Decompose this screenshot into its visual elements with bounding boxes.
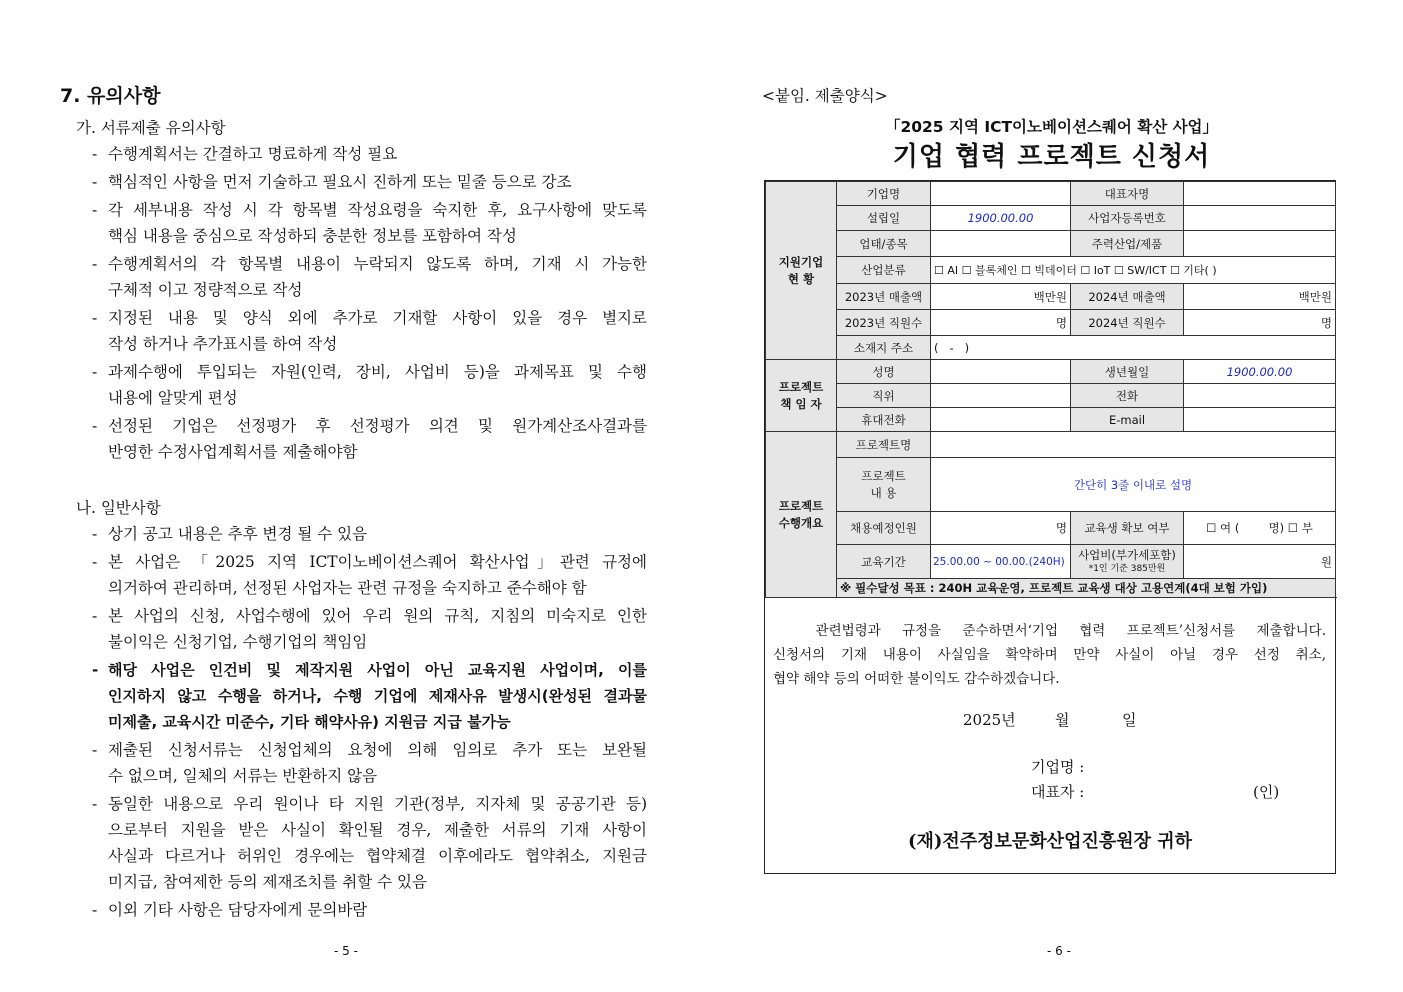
page-6 <box>700 0 1403 992</box>
bullet-dash: - <box>92 525 98 543</box>
industry-checkboxes[interactable]: ☐ AI ☐ 블록체인 ☐ 빅데이터 ☐ IoT ☐ SW/ICT ☐ 기타( ) <box>931 257 1336 284</box>
list-item-line: 미제출, 교육시간 미준수, 기타 해약사유) 지원금 지급 불가능 <box>108 713 511 731</box>
bullet-dash: - <box>92 145 98 163</box>
field-emp-2024[interactable]: 명 <box>1184 310 1336 336</box>
list-item <box>92 521 647 547</box>
list-item-line: 제출된 신청서류는 신청업체의 요청에 의해 임의로 추가 또는 보완될 <box>108 741 647 759</box>
list-item <box>92 413 647 465</box>
field-biz-reg-no[interactable] <box>1184 206 1336 231</box>
field-position[interactable] <box>931 384 1071 408</box>
list-item-line: 내용에 알맞게 편성 <box>108 389 238 407</box>
group-project-overview: 프로젝트 수행개요 <box>766 432 837 598</box>
list-item <box>92 657 647 735</box>
label-address: 소재지 주소 <box>837 336 931 360</box>
bullet-dash: - <box>92 661 99 679</box>
bullet-dash: - <box>92 417 98 435</box>
bullet-dash: - <box>92 363 98 381</box>
subsection-document-notes: 가. 서류제출 유의사항 <box>76 119 226 137</box>
field-mobile[interactable] <box>931 408 1071 432</box>
date-month: 월 <box>1055 711 1070 729</box>
field-ceo-name[interactable] <box>1184 182 1336 206</box>
field-name[interactable] <box>931 360 1071 384</box>
list-item-line: 해당 사업은 인건비 및 제작지원 사업이 아닌 교육지원 사업이며, 이를 <box>108 661 647 679</box>
label-project-name: 프로젝트명 <box>837 432 931 458</box>
page-number: - 5 - <box>334 944 358 958</box>
date-year: 2025년 <box>963 711 1016 729</box>
sign-company: 기업명 : <box>1031 758 1085 776</box>
list-item-line: 사실과 다르거나 허위인 경우에는 협약체결 이후에라도 협약취소, 지원금 <box>108 847 647 865</box>
bullet-dash: - <box>92 901 98 919</box>
list-item-line: 본 사업은 「2025 지역 ICT이노베이션스퀘어 확산사업」관련 규정에 <box>108 553 647 571</box>
field-project-content[interactable]: 간단히 3줄 이내로 설명 <box>931 458 1336 512</box>
list-item <box>92 169 647 195</box>
list-item-line: 핵심 내용을 중심으로 작성하되 충분한 정보를 포함하여 작성 <box>108 227 517 245</box>
label-mobile: 휴대전화 <box>837 408 931 432</box>
list-item-line: 수 없으며, 일체의 서류는 반환하지 않음 <box>108 767 378 785</box>
field-address[interactable]: ( - ) <box>931 336 1336 360</box>
label-trainee-secured: 교육생 확보 여부 <box>1071 512 1184 545</box>
list-item-line: 구체적 이고 정량적으로 작성 <box>108 281 303 299</box>
list-item-line: 동일한 내용으로 우리 원이나 타 지원 기관(정부, 지자체 및 공공기관 등) <box>108 795 647 813</box>
list-item <box>92 141 647 167</box>
bullet-dash: - <box>92 309 98 327</box>
list-item-line: 불이익은 신청기업, 수행기업의 책임임 <box>108 633 368 651</box>
list-item <box>92 251 647 303</box>
group-company: 지원기업 현 황 <box>766 182 837 360</box>
list-item-line: 각 세부내용 작성 시 각 항목별 작성요령을 숙지한 후, 요구사항에 맞도록 <box>108 201 647 219</box>
list-item <box>92 197 647 249</box>
application-form <box>764 180 1336 874</box>
section-title: 7. 유의사항 <box>60 85 161 107</box>
field-trainee-secured[interactable]: ☐ 여 ( 명) ☐ 부 <box>1184 512 1336 545</box>
date-day: 일 <box>1122 711 1137 729</box>
field-birth[interactable]: 1900.00.00 <box>1184 360 1336 384</box>
attachment-label: <붙임. 제출양식> <box>762 87 888 105</box>
page-5 <box>0 0 700 992</box>
field-email[interactable] <box>1184 408 1336 432</box>
label-sales-2023: 2023년 매출액 <box>837 284 931 310</box>
label-biz-reg-no: 사업자등록번호 <box>1071 206 1184 231</box>
label-biz-type: 업태/종목 <box>837 231 931 257</box>
pledge-line: 신청서의 기재 내용이 사실임을 확약하며 만약 사실이 아닐 경우 선정 취소, <box>773 647 1326 663</box>
label-emp-2024: 2024년 직원수 <box>1071 310 1184 336</box>
list-item-line: 반영한 수정사업계획서를 제출해야함 <box>108 443 358 461</box>
field-sales-2024[interactable]: 백만원 <box>1184 284 1336 310</box>
list-item <box>92 791 647 895</box>
list-item-line: 의거하여 관리하며, 선정된 사업자는 관련 규정을 숙지하고 준수해야 함 <box>108 579 587 597</box>
list-item-line: 선정된 기업은 선정평가 후 선정평가 의견 및 원가계산조사결과를 <box>108 417 647 435</box>
field-emp-2023[interactable]: 명 <box>931 310 1071 336</box>
list-item-line: 과제수행에 투입되는 자원(인력, 장비, 사업비 등)을 과제목표 및 수행 <box>108 363 647 381</box>
label-budget: 사업비(부가세포함) <box>1078 547 1176 562</box>
subsection-general: 나. 일반사항 <box>76 499 161 517</box>
field-main-industry[interactable] <box>1184 231 1336 257</box>
field-phone[interactable] <box>1184 384 1336 408</box>
label-name: 성명 <box>837 360 931 384</box>
label-project-content: 프로젝트 내 용 <box>837 458 931 512</box>
list-item-line: 작성 하거나 추가표시를 하여 작성 <box>108 335 338 353</box>
field-founded[interactable]: 1900.00.00 <box>931 206 1071 231</box>
field-sales-2023[interactable]: 백만원 <box>931 284 1071 310</box>
bullet-dash: - <box>92 255 98 273</box>
list-item-line: 핵심적인 사항을 먼저 기술하고 필요시 진하게 또는 밑줄 등으로 강조 <box>108 173 572 191</box>
sign-ceo: 대표자 : <box>1031 783 1085 801</box>
list-item <box>92 305 647 357</box>
list-item-line: 수행계획서는 간결하고 명료하게 작성 필요 <box>108 145 398 163</box>
label-position: 직위 <box>837 384 931 408</box>
list-item-line: 으로부터 지원을 받은 사실이 확인될 경우, 제출한 서류의 기재 사항이 <box>108 821 647 839</box>
list-item-line: 이외 기타 사항은 담당자에게 문의바람 <box>108 901 368 919</box>
label-hire-plan: 채용예정인원 <box>837 512 931 545</box>
pledge-line: 관련법령과 규정을 준수하면서‘기업 협력 프로젝트’신청서를 제출합니다. <box>773 623 1326 639</box>
list-item <box>92 737 647 789</box>
list-item-line: 미지급, 참여제한 등의 제재조치를 취할 수 있음 <box>108 873 427 891</box>
bullet-dash: - <box>92 553 98 571</box>
label-ceo-name: 대표자명 <box>1071 182 1184 206</box>
list-item <box>92 359 647 411</box>
field-company-name[interactable] <box>931 182 1071 206</box>
bullet-dash: - <box>92 795 98 813</box>
list-item-line: 본 사업의 신청, 사업수행에 있어 우리 원의 규칙, 지침의 미숙지로 인한 <box>108 607 647 625</box>
form-subtitle: 「2025 지역 ICT이노베이션스퀘어 확산 사업」 <box>884 118 1219 136</box>
label-birth: 생년월일 <box>1071 360 1184 384</box>
bullet-dash: - <box>92 201 98 219</box>
bullet-dash: - <box>92 607 98 625</box>
page-number: - 6 - <box>1047 944 1071 958</box>
pledge-line: 협약 해약 등의 어떠한 불이익도 감수하겠습니다. <box>773 671 1060 687</box>
label-edu-period: 교육기간 <box>837 545 931 579</box>
list-item-line: 수행계획서의 각 항목별 내용이 누락되지 않도록 하며, 기재 시 가능한 <box>108 255 647 273</box>
list-item <box>92 549 647 601</box>
bullet-dash: - <box>92 173 98 191</box>
bullet-dash: - <box>92 741 98 759</box>
list-item-line: 지정된 내용 및 양식 외에 추가로 기재할 사항이 있을 경우 별지로 <box>108 309 647 327</box>
label-email: E-mail <box>1071 408 1184 432</box>
field-biz-type[interactable] <box>931 231 1071 257</box>
addressee: (재)전주정보문화산업진흥원장 귀하 <box>907 831 1193 852</box>
list-item <box>92 897 647 923</box>
label-main-industry: 주력산업/제품 <box>1071 231 1184 257</box>
field-edu-period[interactable]: 25.00.00 ~ 00.00.(240H) <box>931 545 1071 579</box>
group-project-lead: 프로젝트 책 임 자 <box>766 360 837 432</box>
field-hire-plan[interactable]: 명 <box>931 512 1071 545</box>
list-item-line: 상기 공고 내용은 추후 변경 될 수 있음 <box>108 525 368 543</box>
list-item-line: 인지하지 않고 수행을 하거나, 수행 기업에 제재사유 발생시(완성된 결과물 <box>108 687 647 705</box>
field-budget[interactable]: 원 <box>1184 545 1336 579</box>
label-industry-class: 산업분류 <box>837 257 931 284</box>
label-sales-2024: 2024년 매출액 <box>1071 284 1184 310</box>
form-title: 기업 협력 프로젝트 신청서 <box>892 142 1211 172</box>
pledge-text <box>773 619 1326 691</box>
seal-mark: (인) <box>1253 783 1280 801</box>
required-goal-note: ※ 필수달성 목표 : 240H 교육운영, 프로젝트 교육생 대상 고용연계(4대 보험 가입) <box>837 579 1336 598</box>
budget-note: *1인 기준 385만원 <box>1088 563 1166 574</box>
label-phone: 전화 <box>1071 384 1184 408</box>
list-item <box>92 603 647 655</box>
label-emp-2023: 2023년 직원수 <box>837 310 931 336</box>
label-founded: 설립일 <box>837 206 931 231</box>
application-table <box>765 181 1336 598</box>
label-company-name: 기업명 <box>837 182 931 206</box>
field-project-name[interactable] <box>931 432 1336 458</box>
